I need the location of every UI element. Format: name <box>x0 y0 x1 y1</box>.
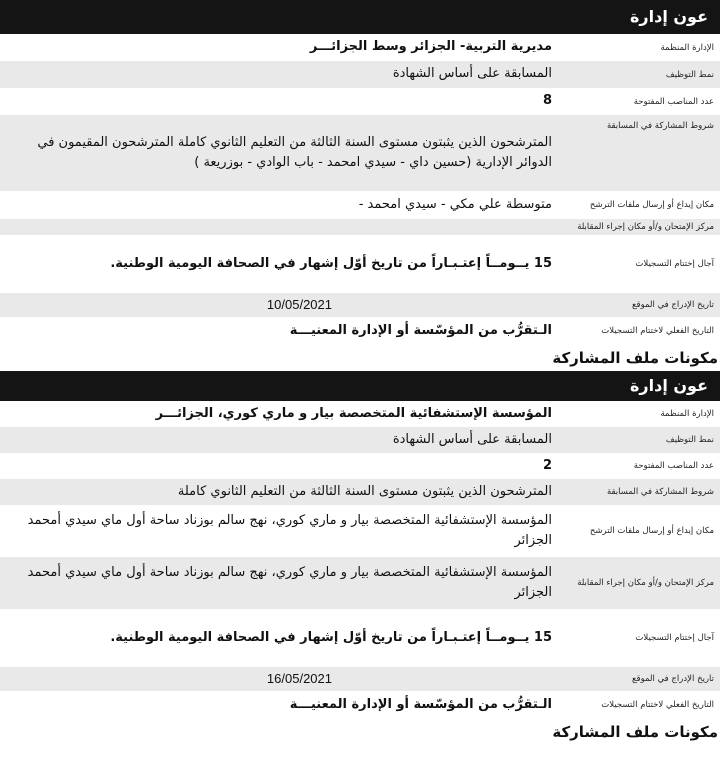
row-recruit-type <box>0 61 720 88</box>
label-exam-center: مركز الإمتحان و/أو مكان إجراء المقابلة <box>560 219 720 235</box>
label-site-date: تاريخ الإدراج في الموقع <box>560 293 720 317</box>
row-exam-center <box>0 557 720 609</box>
value-exam-center <box>0 219 560 235</box>
label-actual-close: التاريخ الفعلي لاختتام التسجيلات <box>601 326 714 337</box>
value-org: مديرية التربية- الجزائر وسط الجزائـــر <box>309 39 552 55</box>
section-footer-heading: مكونات ملف المشاركة <box>552 723 718 742</box>
value-positions: 2 <box>542 458 552 474</box>
label-deadline: آجال إختتام التسجيلات <box>635 259 714 269</box>
value-deadline: 15 يــومــاً إعتـبـاراً من تاريخ أوّل إشهار في الصحافة اليومية الوطنية. <box>110 255 552 271</box>
job-title: عون إدارة <box>629 376 708 396</box>
value-conditions: المترشحون الذين يثبتون مستوى السنة الثالثة من التعليم الثانوي كاملة <box>0 479 560 505</box>
value-site-date: 16/05/2021 <box>266 671 332 687</box>
row-org <box>0 34 720 61</box>
job-details-table <box>0 34 720 345</box>
value-conditions: المترشحون الذين يثبتون مستوى السنة الثالثة من التعليم الثانوي كاملة المترشحون المقيمون في الدوائر الإدارية (حسين داي - سيدي امحمد - باب الوادي - بوزريعة ) <box>0 115 560 191</box>
value-positions: 8 <box>542 93 552 109</box>
row-deadline <box>0 235 720 293</box>
label-recruit-type: نمط التوظيف <box>560 61 720 88</box>
row-site-date <box>0 667 720 691</box>
label-org: الإدارة المنظمة <box>660 409 714 420</box>
label-deposit-place: مكان إيداع أو إرسال ملفات الترشح <box>589 526 714 537</box>
job-listing-1 <box>0 0 720 371</box>
row-conditions <box>0 479 720 505</box>
value-exam-center: المؤسسة الإستشفائية المتخصصة بيار و ماري كوري، نهج سالم بوزناد ساحة أول ماي سيدي أمحمد الجزائر <box>0 557 560 609</box>
row-deadline <box>0 609 720 667</box>
row-recruit-type <box>0 427 720 453</box>
row-deposit-place <box>0 505 720 557</box>
value-deposit-place: المؤسسة الإستشفائية المتخصصة بيار و ماري كوري، نهج سالم بوزناد ساحة أول ماي سيدي أمحمد الجزائر <box>27 513 552 549</box>
label-site-date: تاريخ الإدراج في الموقع <box>560 667 720 691</box>
row-conditions <box>0 115 720 191</box>
label-positions: عدد المناصب المفتوحة <box>633 96 714 107</box>
label-org: الإدارة المنظمة <box>660 42 714 53</box>
row-org <box>0 401 720 427</box>
label-exam-center: مركز الإمتحان و/أو مكان إجراء المقابلة <box>560 557 720 609</box>
section-footer-heading: مكونات ملف المشاركة <box>552 349 718 368</box>
row-positions <box>0 453 720 479</box>
label-conditions: شروط المشاركة في المسابقة <box>560 479 720 505</box>
row-actual-close <box>0 317 720 345</box>
value-actual-close: الـتقرُّب من المؤسّسة أو الإدارة المعنيـــة <box>289 323 552 339</box>
row-actual-close <box>0 691 720 719</box>
label-actual-close: التاريخ الفعلي لاختتام التسجيلات <box>601 700 714 711</box>
row-site-date <box>0 293 720 317</box>
label-deadline: آجال إختتام التسجيلات <box>635 633 714 644</box>
job-details-table <box>0 401 720 719</box>
value-recruit-type: المسابقة على أساس الشهادة <box>0 427 560 453</box>
job-title-bar <box>0 371 720 401</box>
job-title-bar <box>0 0 720 34</box>
label-conditions: شروط المشاركة في المسابقة <box>560 115 720 191</box>
label-positions: عدد المناصب المفتوحة <box>633 461 714 472</box>
value-site-date: 10/05/2021 <box>266 297 332 312</box>
label-recruit-type: نمط التوظيف <box>560 427 720 453</box>
job-title: عون إدارة <box>629 7 708 26</box>
job-listing-2 <box>0 371 720 745</box>
value-org: المؤسسة الإستشفائية المتخصصة بيار و ماري كوري، الجزائـــر <box>155 406 552 422</box>
value-recruit-type: المسابقة على أساس الشهادة <box>0 61 560 88</box>
row-exam-center <box>0 219 720 235</box>
value-deadline: 15 يــومــاً إعتـبـاراً من تاريخ أوّل إشهار في الصحافة اليومية الوطنية. <box>110 630 552 646</box>
label-deposit-place: مكان إيداع أو إرسال ملفات الترشح <box>589 200 714 210</box>
row-deposit-place <box>0 191 720 219</box>
value-deposit-place: متوسطة علي مكي - سيدي امحمد - <box>358 196 552 212</box>
value-actual-close: الـتقرُّب من المؤسّسة أو الإدارة المعنيـــة <box>289 697 552 713</box>
row-positions <box>0 88 720 115</box>
